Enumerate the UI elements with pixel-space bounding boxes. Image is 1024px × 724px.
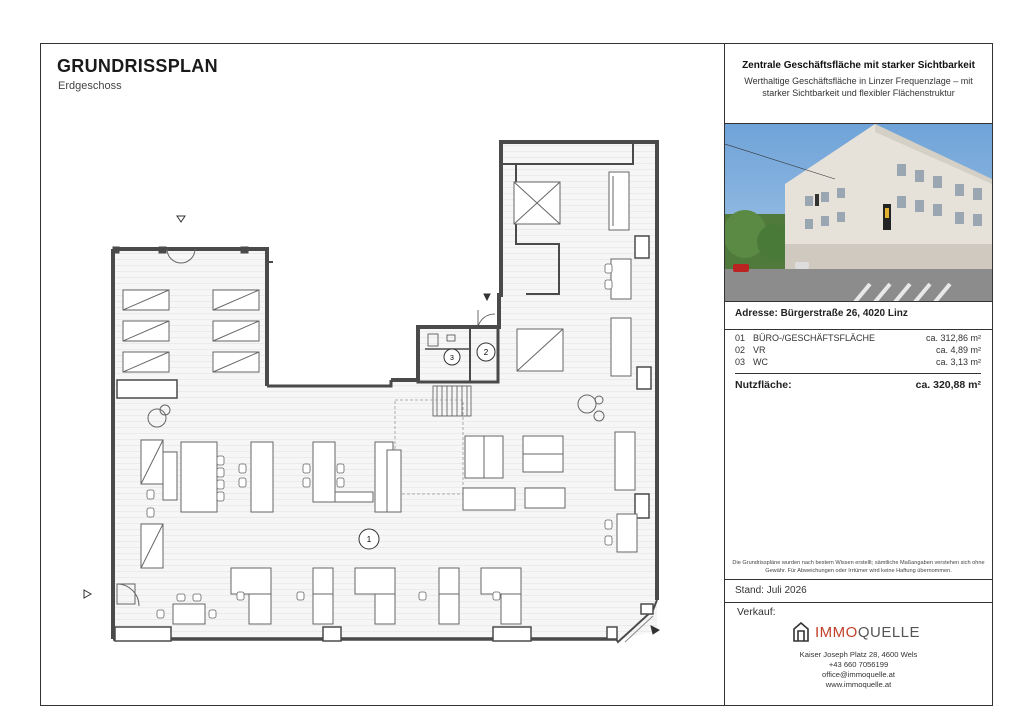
brand-part-1: IMMO (815, 623, 858, 641)
property-address: Adresse: Bürgerstraße 26, 4020 Linz (725, 302, 992, 330)
area-row (735, 332, 981, 344)
area-row (735, 344, 981, 356)
area-label: VR (753, 345, 766, 355)
room-label-2: 2 (483, 348, 489, 357)
area-label: WC (753, 357, 768, 367)
room-label-3: 3 (450, 355, 454, 362)
house-icon (793, 622, 809, 642)
building-photo (725, 124, 992, 302)
listing-header (725, 44, 992, 124)
area-value: ca. 3,13 m² (935, 357, 981, 367)
area-no: 01 (735, 333, 746, 343)
floor-plan (41, 44, 725, 705)
brand-part-2: QUELLE (857, 623, 921, 641)
agency-website[interactable]: www.immoquelle.at (825, 680, 892, 689)
plan-panel (41, 44, 725, 705)
listing-description: Werthaltige Geschäftsfläche in Linzer Frequenzlage – mit starker Sichtbarkeit und flexibler Flächenstruktur (744, 76, 973, 98)
area-label: BÜRO-/GESCHÄFTSFLÄCHE (753, 333, 876, 343)
sales-label: Verkauf: (737, 606, 776, 618)
floor-subtitle: Erdgeschoss (58, 80, 122, 92)
area-value: ca. 312,86 m² (925, 333, 981, 343)
total-label: Nutzfläche: (735, 379, 792, 391)
agency-address: Kaiser Joseph Platz 28, 4600 Wels (799, 650, 918, 659)
area-value: ca. 4,89 m² (935, 345, 981, 355)
info-panel (725, 44, 992, 705)
area-no: 03 (735, 357, 746, 367)
area-no: 02 (735, 345, 746, 355)
room-label-1: 1 (366, 535, 372, 544)
disclaimer: Die Grundrisspläne wurden nach bestem Wissen erstellt; sämtliche Maßangaben verstehen sich ohne Gewähr. Für Abweichungen oder Irrtümer wird keine Haftung übernommen. (732, 560, 985, 574)
agency-contact (725, 650, 992, 690)
agency-phone[interactable]: +43 660 7056199 (828, 660, 889, 669)
total-value: ca. 320,88 m² (915, 379, 981, 391)
date-stamp: Stand: Juli 2026 (725, 579, 992, 603)
area-row (735, 356, 981, 368)
total-area (735, 373, 981, 391)
page-title: GRUNDRISSPLAN (57, 56, 218, 76)
floor-area (113, 142, 657, 639)
sheet (40, 43, 993, 706)
brand-name (815, 624, 920, 641)
agency-email[interactable]: office@immoquelle.at (822, 670, 895, 679)
agency-logo (793, 622, 920, 642)
area-table (735, 332, 981, 368)
listing-headline: Zentrale Geschäftsfläche mit starker Sichtbarkeit (742, 60, 975, 71)
